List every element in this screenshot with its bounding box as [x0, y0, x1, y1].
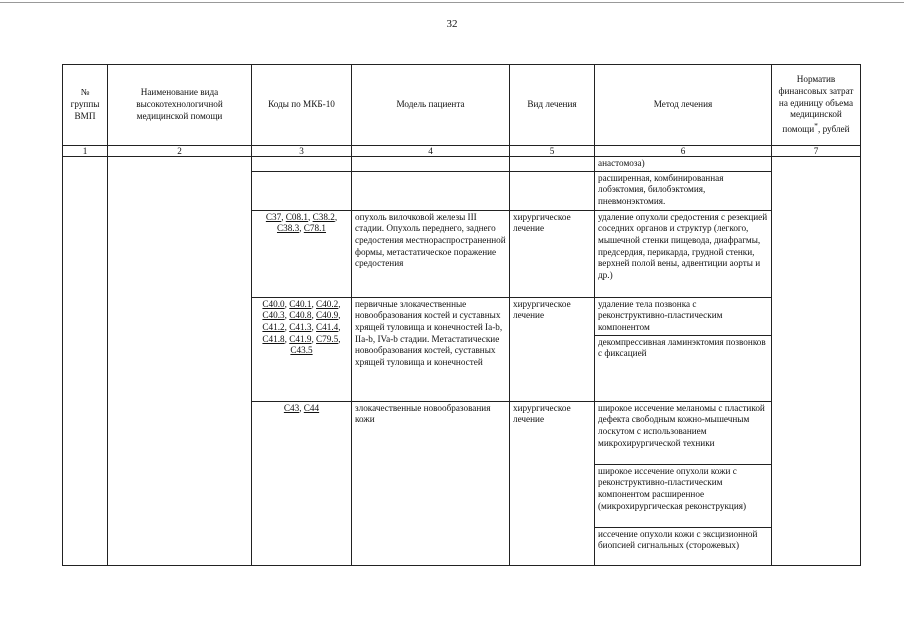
group-number-cell	[63, 157, 108, 566]
icd-code: C41.4	[316, 322, 339, 333]
header-patient-model: Модель пациента	[352, 65, 510, 146]
codes-cell	[252, 171, 352, 210]
icd-code: C40.3	[262, 310, 285, 321]
icd-code: C40.8	[289, 310, 312, 321]
method-cell: удаление тела позвонка с реконструктивно-пластическим компонентом	[595, 297, 772, 335]
column-number: 6	[595, 146, 772, 157]
model-cell: опухоль вилочковой железы III стадии. Опухоль переднего, заднего средостения местнораспространенной формы, метастатическое поражение средостения	[352, 210, 510, 297]
header-group-number: № группы ВМП	[63, 65, 108, 146]
header-row	[63, 65, 861, 146]
icd-code: C41.3	[289, 322, 312, 333]
method-cell: анастомоза)	[595, 157, 772, 172]
codes-cell: C43, C44	[252, 401, 352, 565]
table-row	[63, 157, 861, 172]
header-care-type: Наименование вида высокотехнологичной медицинской помощи	[108, 65, 252, 146]
icd-code: C43	[283, 402, 300, 413]
icd-code: C40.2	[316, 298, 339, 309]
header-cost-standard	[772, 65, 861, 146]
treatment-cell: хирургическое лечение	[510, 297, 595, 401]
footnote-mark: *	[814, 121, 818, 130]
treatment-cell: хирургическое лечение	[510, 401, 595, 565]
codes-cell: C40.0, C40.1, C40.2, C40.3, C40.8, C40.9, C41.2, C41.3, C41.4, C41.8, C41.9, C79.5, C43.5	[252, 297, 352, 401]
care-type-cell	[108, 157, 252, 566]
icd-code: C40.0	[262, 298, 285, 309]
model-cell	[352, 171, 510, 210]
column-number: 1	[63, 146, 108, 157]
cost-cell	[772, 157, 861, 566]
treatment-cell	[510, 171, 595, 210]
column-number-row	[63, 146, 861, 157]
icd-code: C79.5	[316, 333, 339, 344]
codes-cell: C37, C08.1, C38.2, C38.3, C78.1	[252, 210, 352, 297]
header-cost-tail: , рублей	[817, 124, 850, 135]
method-cell: широкое иссечение опухоли кожи с реконструктивно-пластическим компонентом расширенное (микрохирургическая реконструкция)	[595, 464, 772, 527]
icd-code: C41.9	[289, 333, 312, 344]
method-cell: расширенная, комбинированная лобэктомия, билобэктомия, пневмонэктомия.	[595, 171, 772, 210]
icd-code: C08.1	[285, 211, 309, 222]
method-cell: иссечение опухоли кожи с эксцизионной биопсией сигнальных (сторожевых)	[595, 527, 772, 565]
column-number: 5	[510, 146, 595, 157]
method-cell: декомпрессивная ламинэктомия позвонков с фиксацией	[595, 335, 772, 401]
header-treatment-method: Метод лечения	[595, 65, 772, 146]
icd-code: C41.2	[262, 322, 285, 333]
column-number: 2	[108, 146, 252, 157]
icd-code: C43.5	[290, 345, 313, 356]
column-number: 3	[252, 146, 352, 157]
icd-code: C44	[303, 402, 320, 413]
treatment-cell	[510, 157, 595, 172]
model-cell: злокачественные новообразования кожи	[352, 401, 510, 565]
icd-code: C41.8	[262, 333, 285, 344]
icd-code: C40.1	[289, 298, 312, 309]
header-icd-codes: Коды по МКБ-10	[252, 65, 352, 146]
header-cost-main: Норматив финансовых затрат на единицу объема медицинской помощи	[778, 74, 854, 135]
column-number: 4	[352, 146, 510, 157]
icd-code: C78.1	[303, 223, 327, 234]
icd-code: C38.2	[312, 211, 335, 222]
treatment-cell: хирургическое лечение	[510, 210, 595, 297]
icd-code: C37	[265, 211, 282, 222]
model-cell: первичные злокачественные новообразования костей и суставных хрящей туловища и конечностей Ia-b, IIa-b, IVa-b стадии. Метастатические новообразования костей, суставных хрящей туловища и конечностей	[352, 297, 510, 401]
page-number: 32	[446, 18, 458, 30]
icd-code: C40.9	[316, 310, 339, 321]
method-cell: широкое иссечение меланомы с пластикой дефекта свободным кожно-мышечным лоскутом с использованием микрохирургической техники	[595, 401, 772, 464]
icd-code: C38.3	[276, 223, 300, 234]
codes-cell	[252, 157, 352, 172]
top-rule	[0, 2, 904, 3]
header-treatment-type: Вид лечения	[510, 65, 595, 146]
column-number: 7	[772, 146, 861, 157]
method-cell: удаление опухоли средостения с резекцией соседних органов и структур (легкого, мышечной стенки пищевода, диафрагмы, предсердия, перикарда, грудной стенки, верхней полой вены, адвентиции аорты и др.)	[595, 210, 772, 297]
model-cell	[352, 157, 510, 172]
vmp-table	[62, 64, 861, 566]
